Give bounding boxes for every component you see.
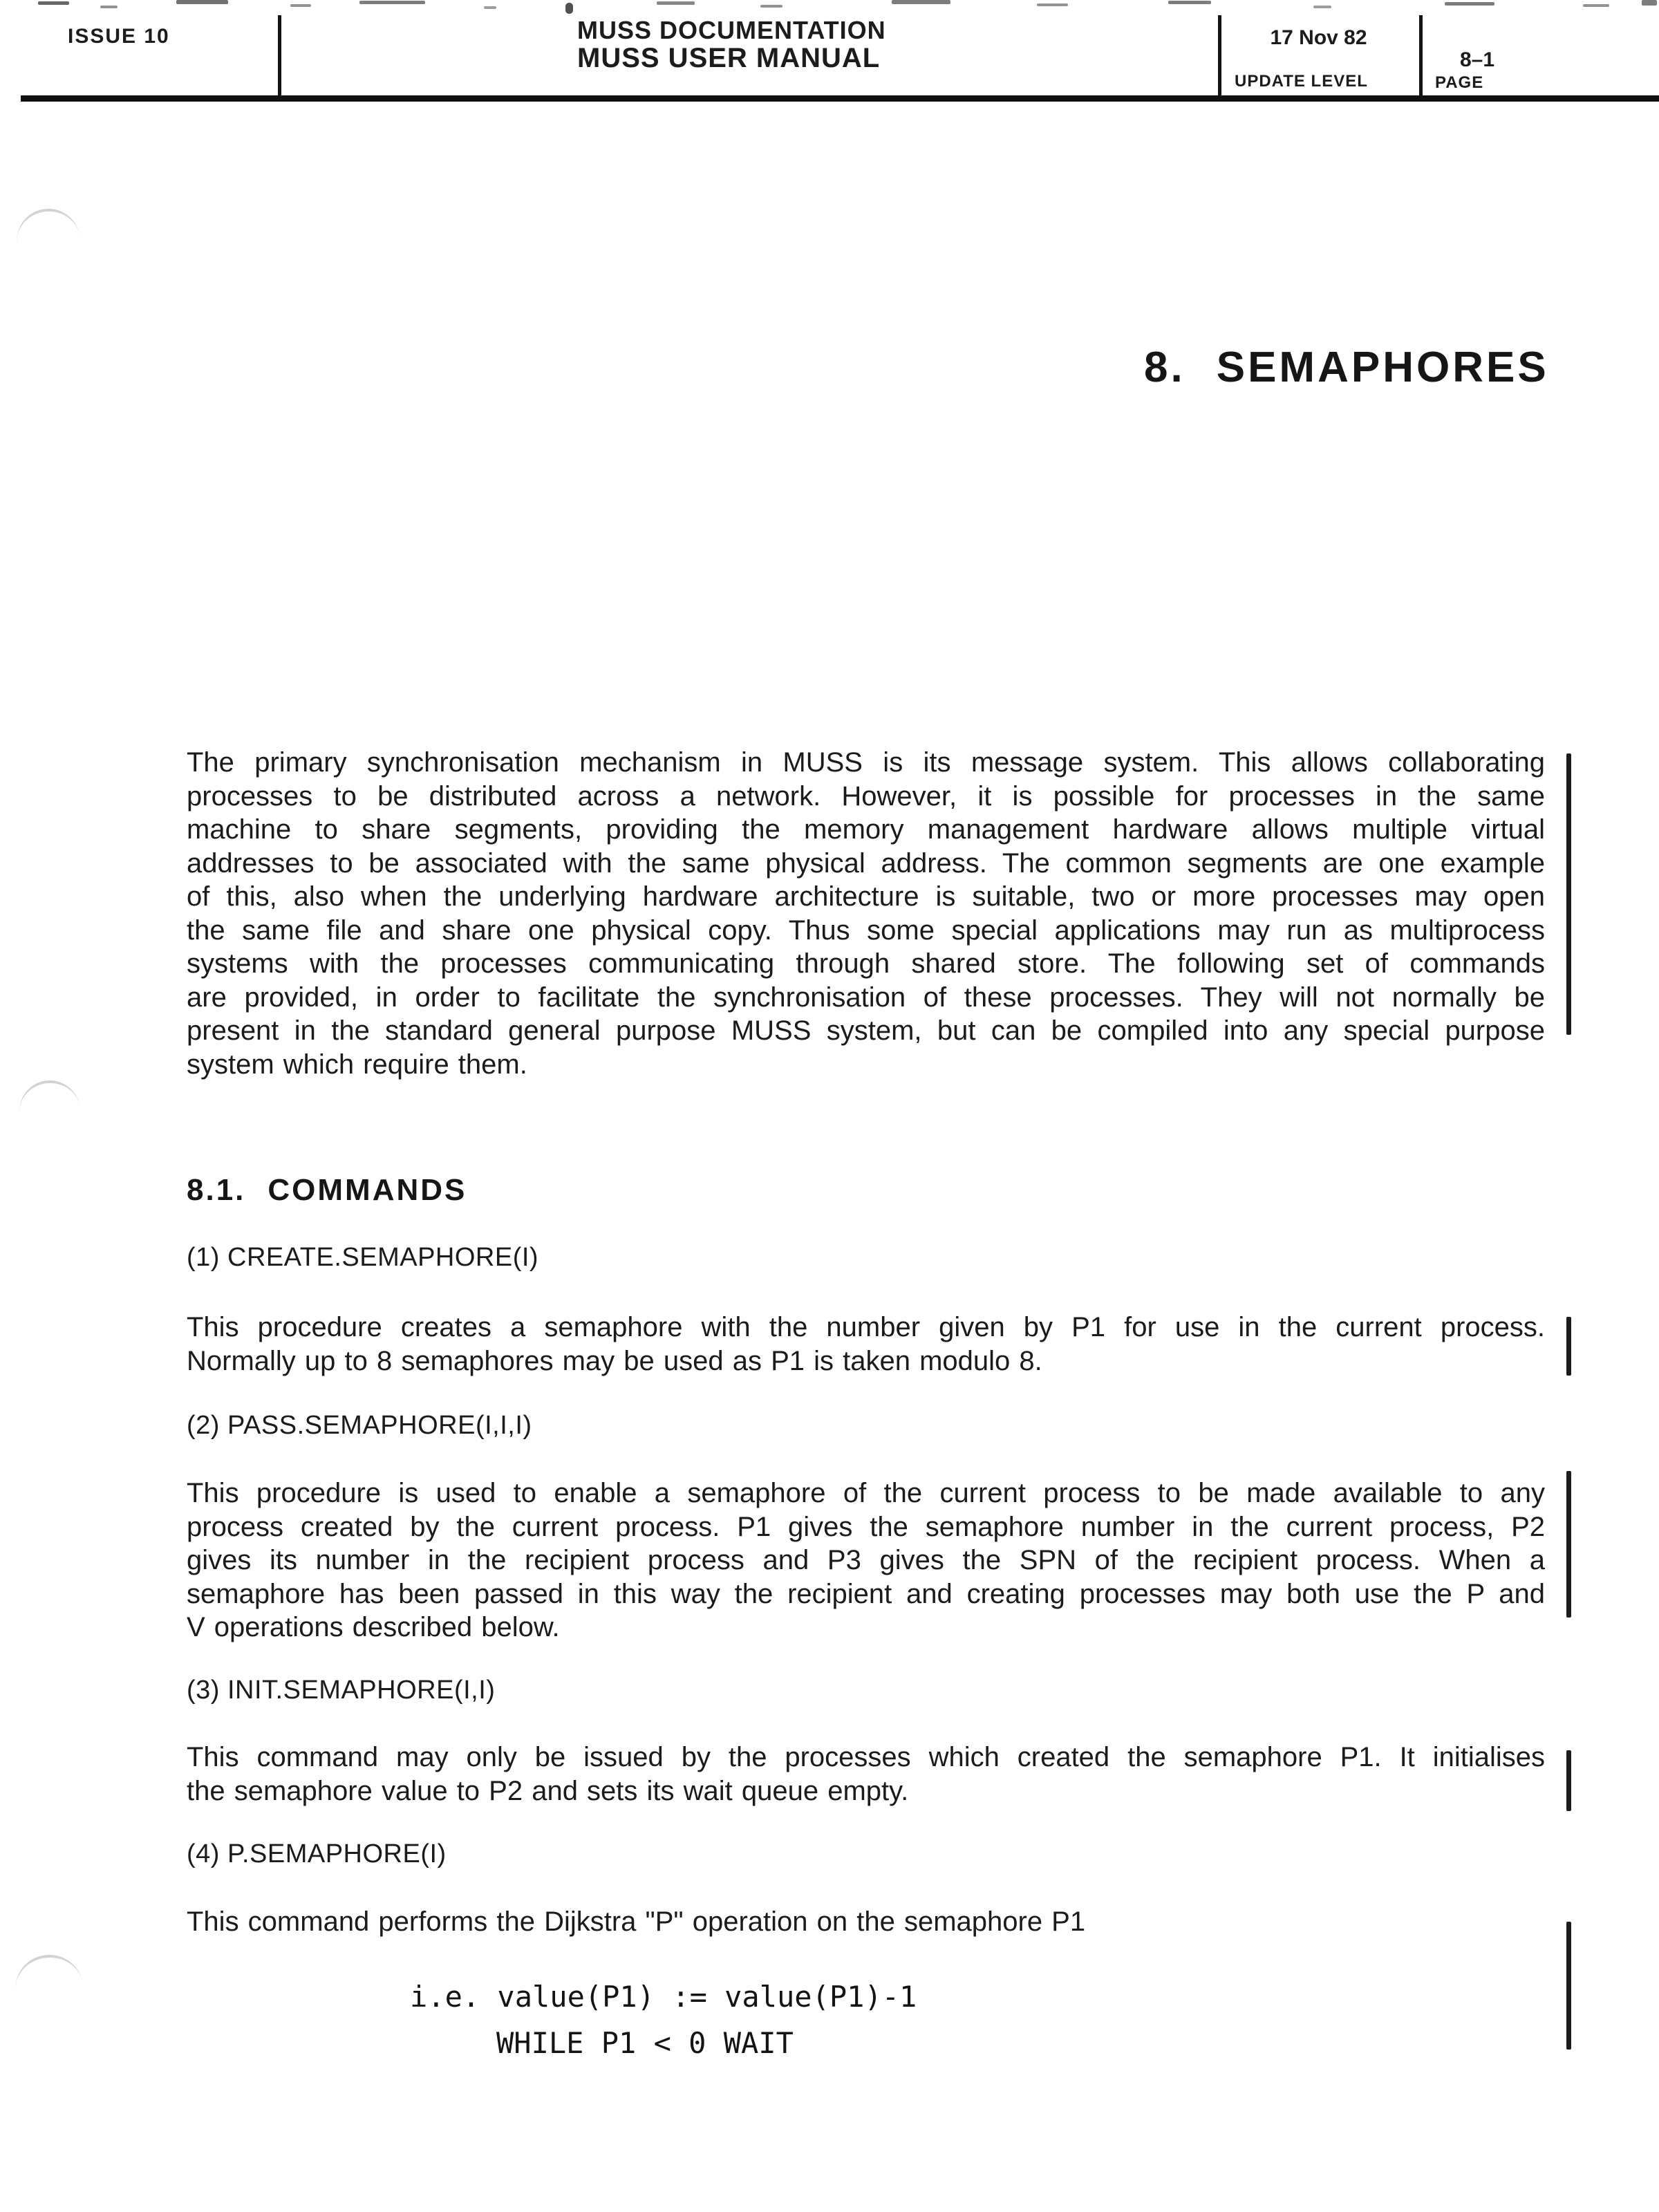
page-number: 8–1: [1460, 48, 1495, 71]
text-line: This command may only be issued by the processes which created the semaphore P1. It initialises: [187, 1742, 1545, 1772]
text-line: are provided, in order to facilitate the synchronisation of these processes. They will not normally be: [187, 982, 1545, 1013]
text-line: system which require them.: [187, 1049, 527, 1080]
text-line: Normally up to 8 semaphores may be used as P1 is taken modulo 8.: [187, 1345, 1042, 1376]
text-line: This command performs the Dijkstra "P" operation on the semaphore P1: [187, 1906, 1086, 1937]
section-number: 8.1.: [187, 1173, 246, 1207]
change-bar: [1566, 1922, 1571, 2050]
intro-paragraph: [187, 746, 1545, 1081]
update-level-label: UPDATE LEVEL: [1235, 72, 1368, 91]
document-title-line2: MUSS USER MANUAL: [577, 43, 881, 73]
change-bar: [1566, 1317, 1571, 1376]
text-line: The primary synchronisation mechanism in MUSS is its message system. This allows collaborating: [187, 747, 1545, 778]
code-block: [410, 1974, 917, 2066]
command-description-2: [187, 1477, 1545, 1644]
header-divider: [278, 15, 281, 98]
text-line: This procedure creates a semaphore with the number given by P1 for use in the current process.: [187, 1312, 1545, 1342]
command-description-1: [187, 1311, 1545, 1378]
text-line: gives its number in the recipient process and P3 gives the SPN of the recipient process. When a: [187, 1545, 1545, 1575]
text-line: addresses to be associated with the same physical address. The common segments are one example: [187, 847, 1545, 879]
text-line: V operations described below.: [187, 1612, 560, 1642]
change-bar: [1566, 1750, 1571, 1811]
text-line: i.e. value(P1) := value(P1)-1: [410, 1980, 917, 2014]
page-curl-artifact: [17, 1078, 81, 1118]
text-line: the same file and share one physical copy. Thus some special applications may run as multiprocess: [187, 915, 1545, 946]
section-name: COMMANDS: [268, 1173, 467, 1207]
text-line: systems with the processes communicating through shared store. The following set of commands: [187, 948, 1545, 979]
chapter-title: [1144, 343, 1549, 392]
document-title-line1: MUSS DOCUMENTATION: [577, 16, 886, 44]
text-line: the semaphore value to P2 and sets its wait queue empty.: [187, 1775, 909, 1806]
page-label: PAGE: [1435, 73, 1484, 92]
change-bar: [1566, 753, 1571, 1035]
text-line: machine to share segments, providing the memory management hardware allows multiple virtual: [187, 814, 1545, 845]
command-label-1: (1) CREATE.SEMAPHORE(I): [187, 1243, 539, 1272]
page-curl-artifact: [12, 1951, 83, 1996]
change-bar: [1566, 1471, 1571, 1618]
text-line: WHILE P1 < 0 WAIT: [496, 2026, 794, 2060]
page-curl-artifact: [14, 205, 81, 247]
header-rule: [21, 95, 1659, 102]
command-description-3: [187, 1741, 1545, 1808]
text-line: present in the standard general purpose MUSS system, but can be compiled into any special purpose: [187, 1015, 1545, 1046]
text-line: process created by the current process. P1 gives the semaphore number in the current process, P2: [187, 1511, 1545, 1542]
issue-label: ISSUE 10: [68, 25, 170, 48]
chapter-number: 8.: [1144, 344, 1185, 391]
text-line: of this, also when the underlying hardware architecture is suitable, two or more processes may open: [187, 881, 1545, 912]
text-line: processes to be distributed across a network. However, it is possible for processes in the same: [187, 780, 1545, 812]
chapter-name: SEMAPHORES: [1216, 344, 1549, 391]
document-title: [577, 18, 886, 72]
text-line: This procedure is used to enable a semaphore of the current process to be made available to any: [187, 1478, 1545, 1508]
command-label-3: (3) INIT.SEMAPHORE(I,I): [187, 1676, 496, 1705]
text-line: semaphore has been passed in this way the recipient and creating processes may both use the P and: [187, 1578, 1545, 1609]
command-description-4: [187, 1905, 1545, 1939]
update-date: 17 Nov 82: [1270, 26, 1367, 49]
section-heading: [187, 1173, 467, 1208]
header-divider: [1419, 15, 1423, 98]
command-label-4: (4) P.SEMAPHORE(I): [187, 1839, 447, 1868]
command-label-2: (2) PASS.SEMAPHORE(I,I,I): [187, 1411, 532, 1440]
